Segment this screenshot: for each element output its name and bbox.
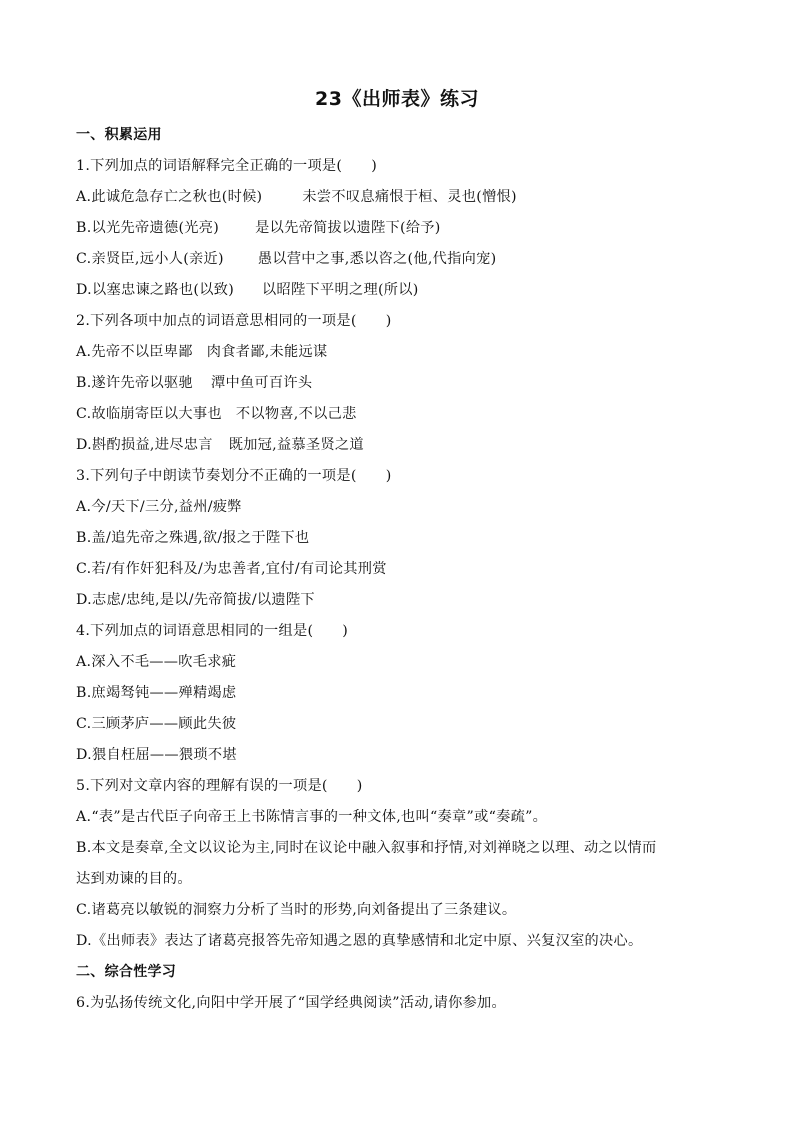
option-b-part-1: B.遂许先帝以驱驰 [76, 375, 193, 391]
question-3-option-b: B.盖/追先帝之殊遇,欲/报之于陛下也 [76, 530, 310, 546]
question-5-option-a: A.“表”是古代臣子向帝王上书陈情言事的一种文体,也叫“奏章”或“奏疏”。 [76, 809, 548, 825]
question-4-option-b: B.庶竭驽钝——殚精竭虑 [76, 685, 237, 701]
question-2-option-d [76, 434, 364, 454]
option-b-part-2: 潭中鱼可百许头 [210, 375, 313, 391]
option-d-part-1: D.斟酌损益,进尽忠言 [76, 437, 213, 453]
option-a-part-1: A.此诚危急存亡之秋也(时候) [76, 189, 263, 205]
question-4-option-a: A.深入不毛——吹毛求疵 [76, 654, 237, 670]
question-1-stem: 1.下列加点的词语解释完全正确的一项是( ) [76, 158, 378, 174]
option-d-part-2: 既加冠,益慕圣贤之道 [228, 437, 364, 453]
question-3-option-d: D.志虑/忠纯,是以/先帝简拔/以遗陛下 [76, 592, 315, 608]
option-c-part-2: 不以物喜,不以己悲 [235, 406, 357, 422]
section-heading-1: 一、积累运用 [76, 127, 162, 143]
question-5-option-d: D.《出师表》表达了诸葛亮报答先帝知遇之恩的真挚感情和北定中原、兴复汉室的决心。 [76, 933, 643, 949]
option-c-part-1: C.故临崩寄臣以大事也 [76, 406, 222, 422]
option-a-part-2: 未尝不叹息痛恨于桓、灵也(憎恨) [302, 189, 517, 205]
option-b-part-1: B.以光先帝遗德(光亮) [76, 220, 220, 236]
question-4-option-d: D.猥自枉屈——猥琐不堪 [76, 747, 237, 763]
page-title: 23《出师表》练习 [315, 88, 479, 110]
section-heading-2: 二、综合性学习 [76, 964, 177, 980]
option-c-part-2: 愚以营中之事,悉以咨之(他,代指向宠) [257, 251, 497, 267]
question-1-option-b [76, 217, 441, 237]
question-1-option-a [76, 186, 517, 206]
question-2-stem: 2.下列各项中加点的词语意思相同的一项是( ) [76, 313, 392, 329]
question-3-option-a: A.今/天下/三分,益州/疲弊 [76, 499, 242, 515]
question-4-stem: 4.下列加点的词语意思相同的一组是( ) [76, 623, 349, 639]
question-1-option-c [76, 248, 496, 268]
question-4-option-c: C.三顾茅庐——顾此失彼 [76, 716, 237, 732]
question-2-option-b [76, 372, 312, 392]
question-3-option-c: C.若/有作奸犯科及/为忠善者,宜付/有司论其刑赏 [76, 561, 387, 577]
question-6-stem: 6.为弘扬传统文化,向阳中学开展了“国学经典阅读”活动,请你参加。 [76, 995, 507, 1011]
question-2-option-a [76, 341, 328, 361]
option-a-part-2: 肉食者鄙,未能远谋 [206, 344, 328, 360]
question-5-option-b-line-1: B.本文是奏章,全文以议论为主,同时在议论中融入叙事和抒情,对刘禅晓之以理、动之以情而 [76, 840, 657, 856]
option-d-part-1: D.以塞忠谏之路也(以致) [76, 282, 235, 298]
option-b-part-2: 是以先帝简拔以遗陛下(给予) [255, 220, 441, 236]
question-2-option-c [76, 403, 357, 423]
question-3-stem: 3.下列句子中朗读节奏划分不正确的一项是( ) [76, 468, 392, 484]
option-d-part-2: 以昭陛下平明之理(所以) [262, 282, 419, 298]
option-c-part-1: C.亲贤臣,远小人(亲近) [76, 251, 224, 267]
question-5-option-b-line-2: 达到劝谏的目的。 [76, 871, 192, 887]
question-1-option-d [76, 279, 419, 299]
question-5-stem: 5.下列对文章内容的理解有误的一项是( ) [76, 778, 363, 794]
option-a-part-1: A.先帝不以臣卑鄙 [76, 344, 193, 360]
question-5-option-c: C.诸葛亮以敏锐的洞察力分析了当时的形势,向刘备提出了三条建议。 [76, 902, 517, 918]
